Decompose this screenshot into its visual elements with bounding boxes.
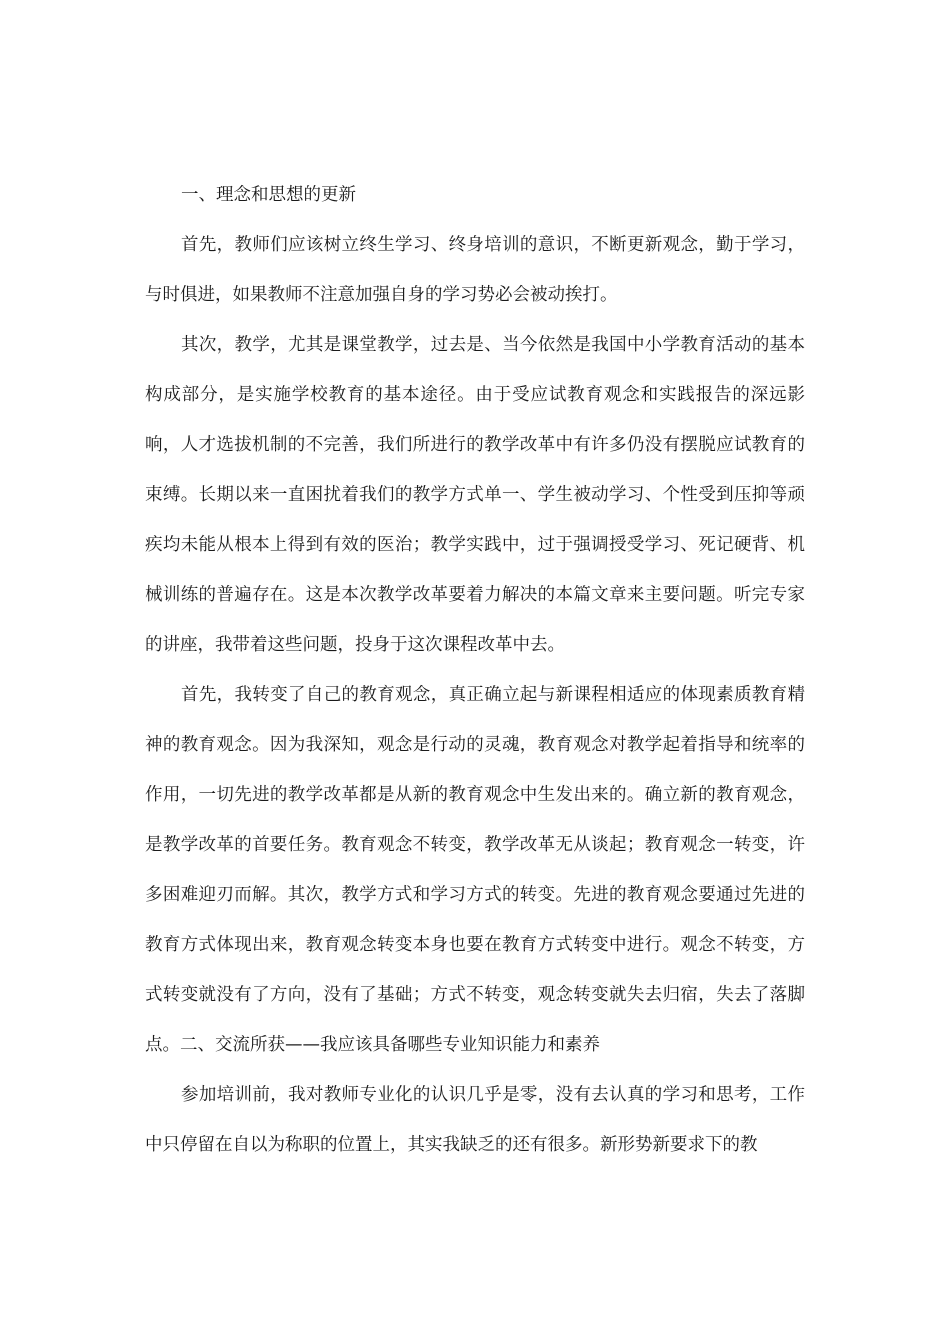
section-heading: 一、理念和思想的更新 [181,185,356,205]
paragraph-1: 首先，教师们应该树立终生学习、终身培训的意识，不断更新观念，勤于学习，与时俱进，如果教师不注意加强自身的学习势必会被动挨打。 [145,235,805,305]
document-page [145,170,805,1170]
paragraph-3: 首先，我转变了自己的教育观念，真正确立起与新课程相适应的体现素质教育精神的教育观念。因为我深知，观念是行动的灵魂，教育观念对教学起着指导和统率的作用，一切先进的教学改革都是从新的教育观念中生发出来的。确立新的教育观念，是教学改革的首要任务。教育观念不转变，教学改革无从谈起；教育观念一转变，许多困难迎刃而解。其次，教学方式和学习方式的转变。先进的教育观念要通过先进的教育方式体现出来，教育观念转变本身也要在教育方式转变中进行。观念不转变，方式转变就没有了方向，没有了基础；方式不转变，观念转变就失去归宿，失去了落脚点。二、交流所获——我应该具备哪些专业知识能力和素养 [145,685,805,1055]
paragraph-4: 参加培训前，我对教师专业化的认识几乎是零，没有去认真的学习和思考，工作中只停留在自以为称职的位置上，其实我缺乏的还有很多。新形势新要求下的教 [145,1085,805,1155]
paragraph-2: 其次，教学，尤其是课堂教学，过去是、当今依然是我国中小学教育活动的基本构成部分，是实施学校教育的基本途径。由于受应试教育观念和实践报告的深远影响，人才选拔机制的不完善，我们所进行的教学改革中有许多仍没有摆脱应试教育的束缚。长期以来一直困扰着我们的教学方式单一、学生被动学习、个性受到压抑等顽疾均未能从根本上得到有效的医治；教学实践中，过于强调授受学习、死记硬背、机械训练的普遍存在。这是本次教学改革要着力解决的本篇文章来主要问题。听完专家的讲座，我带着这些问题，投身于这次课程改革中去。 [145,335,805,655]
